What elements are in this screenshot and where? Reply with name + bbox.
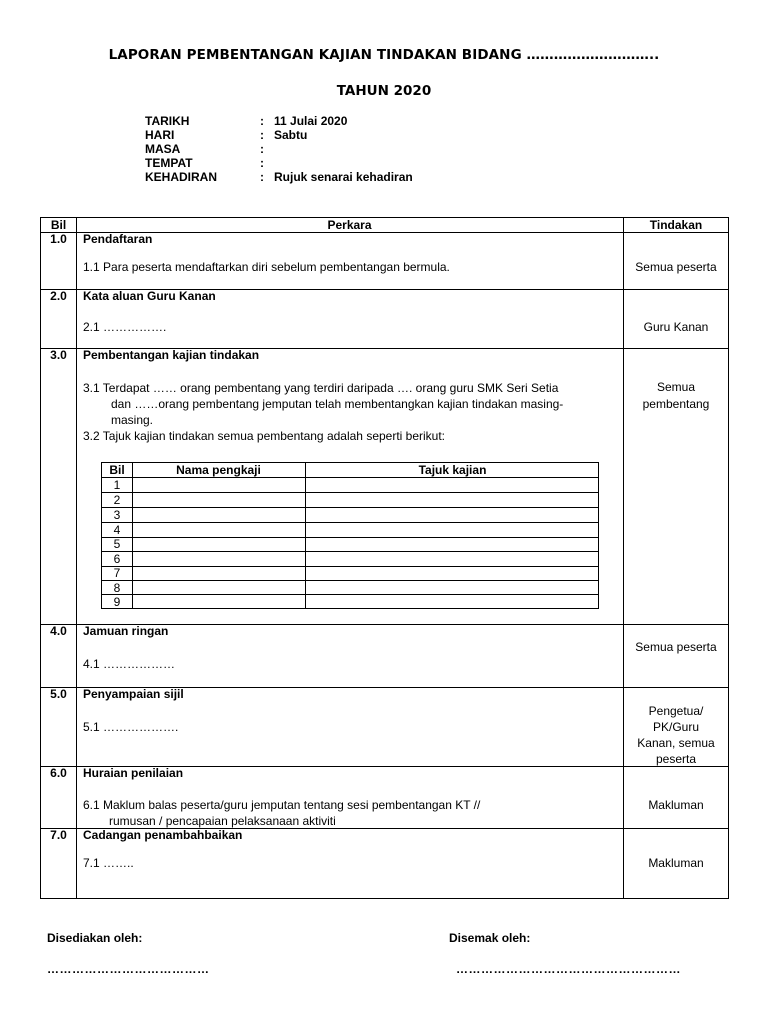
- row-line: 3.2 Tajuk kajian tindakan semua pembentang adalah seperti berikut:: [83, 429, 446, 443]
- meta-colon: :: [260, 170, 264, 184]
- checked-by-signature-line: ………………………………………………: [456, 962, 681, 976]
- row-divider: [102, 492, 598, 493]
- meta-colon: :: [260, 128, 264, 142]
- row-tindakan: Pengetua/: [648, 704, 704, 718]
- row-tindakan: Makluman: [648, 798, 704, 812]
- row-divider: [102, 594, 598, 595]
- meta-colon: :: [260, 114, 264, 128]
- inner-row-number: 5: [113, 537, 121, 551]
- meta-value: Sabtu: [274, 128, 308, 142]
- inner-row-number: 8: [113, 581, 121, 595]
- row-line: dan ……orang pembentang jemputan telah membentangkan kajian tindakan masing-: [111, 397, 564, 411]
- inner-header-bil: Bil: [109, 463, 125, 477]
- inner-row-number: 2: [113, 493, 121, 507]
- meta-key: HARI: [145, 128, 175, 142]
- row-divider: [102, 580, 598, 581]
- meta-colon: :: [260, 156, 264, 170]
- column-divider: [76, 218, 77, 898]
- row-tindakan: Makluman: [648, 856, 704, 870]
- prepared-by-signature-line: …………………………………: [47, 962, 210, 976]
- row-divider: [102, 551, 598, 552]
- prepared-by-label: Disediakan oleh:: [47, 931, 143, 945]
- row-tindakan: PK/Guru: [652, 720, 700, 734]
- researcher-table: [101, 462, 599, 609]
- row-title: Kata aluan Guru Kanan: [83, 289, 216, 303]
- inner-row-number: 9: [113, 595, 121, 609]
- row-divider: [102, 477, 598, 478]
- document-year: TAHUN 2020: [336, 83, 432, 99]
- row-number: 2.0: [50, 289, 67, 303]
- row-title: Jamuan ringan: [83, 624, 169, 638]
- meta-row-kehadiran: [145, 170, 413, 184]
- row-line: 2.1 …………….: [83, 320, 167, 334]
- row-title: Pembentangan kajian tindakan: [83, 348, 260, 362]
- row-title: Penyampaian sijil: [83, 687, 184, 701]
- row-line: 4.1 ………………: [83, 657, 176, 671]
- row-line: 6.1 Maklum balas peserta/guru jemputan tentang sesi pembentangan KT //: [83, 798, 481, 812]
- meta-row-tempat: [145, 156, 413, 170]
- row-line: 3.1 Terdapat …… orang pembentang yang terdiri daripada …. orang guru SMK Seri Setia: [83, 381, 559, 395]
- inner-row-number: 6: [113, 552, 121, 566]
- checked-by-label: Disemak oleh:: [449, 931, 531, 945]
- row-line: 5.1 ……………….: [83, 720, 179, 734]
- row-divider: [102, 522, 598, 523]
- row-line: 1.1 Para peserta mendaftarkan diri sebelum pembentangan bermula.: [83, 260, 450, 274]
- row-number: 6.0: [50, 766, 67, 780]
- meta-value: Rujuk senarai kehadiran: [274, 170, 413, 184]
- meta-key: MASA: [145, 142, 181, 156]
- row-number: 4.0: [50, 624, 67, 638]
- column-divider: [305, 463, 306, 608]
- row-tindakan: Kanan, semua: [637, 736, 715, 750]
- inner-row-number: 4: [113, 523, 121, 537]
- document-title: LAPORAN PEMBENTANGAN KAJIAN TINDAKAN BIDANG ………………………..: [108, 47, 660, 63]
- row-title: Cadangan penambahbaikan: [83, 828, 243, 842]
- row-title: Pendaftaran: [83, 232, 153, 246]
- row-number: 7.0: [50, 828, 67, 842]
- inner-header-tajuk: Tajuk kajian: [418, 463, 487, 477]
- meta-row-masa: [145, 142, 413, 156]
- row-title: Huraian penilaian: [83, 766, 184, 780]
- row-divider: [102, 507, 598, 508]
- header-perkara: Perkara: [327, 218, 372, 232]
- meta-value: 11 Julai 2020: [274, 114, 348, 128]
- meta-colon: :: [260, 142, 264, 156]
- row-tindakan: Semua: [656, 380, 696, 394]
- row-tindakan: peserta: [655, 752, 697, 766]
- row-line: rumusan / pencapaian pelaksanaan aktiviti: [109, 814, 336, 828]
- inner-row-number: 3: [113, 508, 121, 522]
- row-tindakan: Semua peserta: [635, 640, 717, 654]
- row-divider: [102, 566, 598, 567]
- inner-row-number: 1: [113, 478, 121, 492]
- meta-key: KEHADIRAN: [145, 170, 217, 184]
- column-divider: [132, 463, 133, 608]
- meta-key: TARIKH: [145, 114, 190, 128]
- row-number: 1.0: [50, 232, 67, 246]
- meta-row-tarikh: [145, 114, 413, 128]
- row-number: 5.0: [50, 687, 67, 701]
- row-tindakan: Semua peserta: [635, 260, 717, 274]
- inner-header-nama: Nama pengkaji: [176, 463, 261, 477]
- row-tindakan: Guru Kanan: [643, 320, 709, 334]
- row-line: 7.1 ……..: [83, 856, 134, 870]
- header-bil: Bil: [50, 218, 67, 232]
- row-divider: [102, 537, 598, 538]
- row-tindakan: pembentang: [642, 397, 710, 411]
- inner-row-number: 7: [113, 566, 121, 580]
- agenda-table: [40, 217, 729, 899]
- meta-key: TEMPAT: [145, 156, 193, 170]
- meta-block: [145, 114, 413, 184]
- meta-row-hari: [145, 128, 413, 142]
- row-line: masing.: [111, 413, 154, 427]
- row-number: 3.0: [50, 348, 67, 362]
- header-tindakan: Tindakan: [649, 218, 703, 232]
